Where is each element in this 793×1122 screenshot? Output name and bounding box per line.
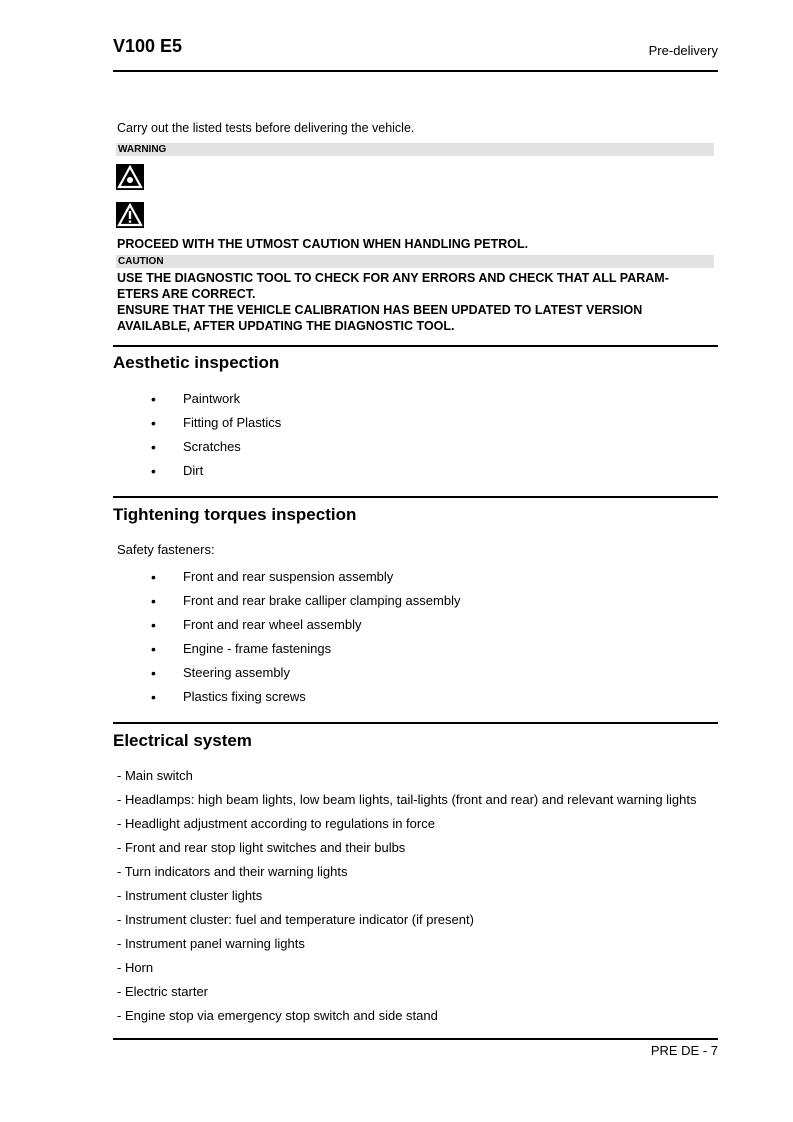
- list-item: - Front and rear stop light switches and their bulbs: [117, 840, 406, 855]
- list-item: - Horn: [117, 960, 154, 975]
- list-item: - Instrument panel warning lights: [117, 936, 305, 951]
- header-divider: [113, 70, 718, 72]
- list-item: - Electric starter: [117, 984, 209, 999]
- caution-line: AVAILABLE, AFTER UPDATING THE DIAGNOSTIC TOOL.: [117, 319, 455, 333]
- aesthetic-heading: Aesthetic inspection: [113, 353, 280, 372]
- bullet-icon: •: [151, 439, 156, 455]
- section-name: Pre-delivery: [648, 43, 718, 58]
- electrical-heading: Electrical system: [113, 731, 252, 750]
- torques-heading: Tightening torques inspection: [113, 505, 357, 524]
- bullet-icon: •: [151, 463, 156, 479]
- list-item: - Headlamps: high beam lights, low beam lights, tail-lights (front and rear) and relevant warning lights: [117, 792, 697, 807]
- list-item: - Main switch: [117, 768, 193, 783]
- caution-label: CAUTION: [116, 255, 714, 268]
- fire-hazard-icon: [116, 164, 144, 190]
- bullet-icon: •: [151, 391, 156, 407]
- list-item: - Instrument cluster: fuel and temperature indicator (if present): [117, 912, 474, 927]
- bullet-icon: •: [151, 617, 156, 633]
- caution-line: USE THE DIAGNOSTIC TOOL TO CHECK FOR ANY ERRORS AND CHECK THAT ALL PARAM-: [117, 271, 669, 285]
- bullet-icon: •: [151, 415, 156, 431]
- list-item: - Instrument cluster lights: [117, 888, 263, 903]
- list-item: - Turn indicators and their warning lights: [117, 864, 348, 879]
- torques-intro: Safety fasteners:: [117, 542, 215, 557]
- caution-line: ENSURE THAT THE VEHICLE CALIBRATION HAS BEEN UPDATED TO LATEST VERSION: [117, 303, 643, 317]
- section-divider: [113, 496, 718, 498]
- caution-text: [117, 270, 715, 334]
- caution-line: ETERS ARE CORRECT.: [117, 287, 256, 301]
- bullet-icon: •: [151, 665, 156, 681]
- warning-triangle-icon: [116, 202, 144, 228]
- electrical-list: [117, 768, 697, 1032]
- intro-text: Carry out the listed tests before delivering the vehicle.: [117, 121, 415, 135]
- bullet-icon: •: [151, 569, 156, 585]
- bullet-icon: •: [151, 689, 156, 705]
- list-item: - Engine stop via emergency stop switch and side stand: [117, 1008, 438, 1023]
- section-divider: [113, 345, 718, 347]
- bullet-icon: •: [151, 593, 156, 609]
- section-divider: [113, 722, 718, 724]
- list-item: - Headlight adjustment according to regulations in force: [117, 816, 435, 831]
- warning-label: WARNING: [116, 143, 714, 156]
- warning-text: PROCEED WITH THE UTMOST CAUTION WHEN HANDLING PETROL.: [117, 237, 529, 251]
- page-number: PRE DE - 7: [650, 1043, 718, 1058]
- footer-divider: [113, 1038, 718, 1040]
- bullet-icon: •: [151, 641, 156, 657]
- document-title: V100 E5: [113, 36, 183, 56]
